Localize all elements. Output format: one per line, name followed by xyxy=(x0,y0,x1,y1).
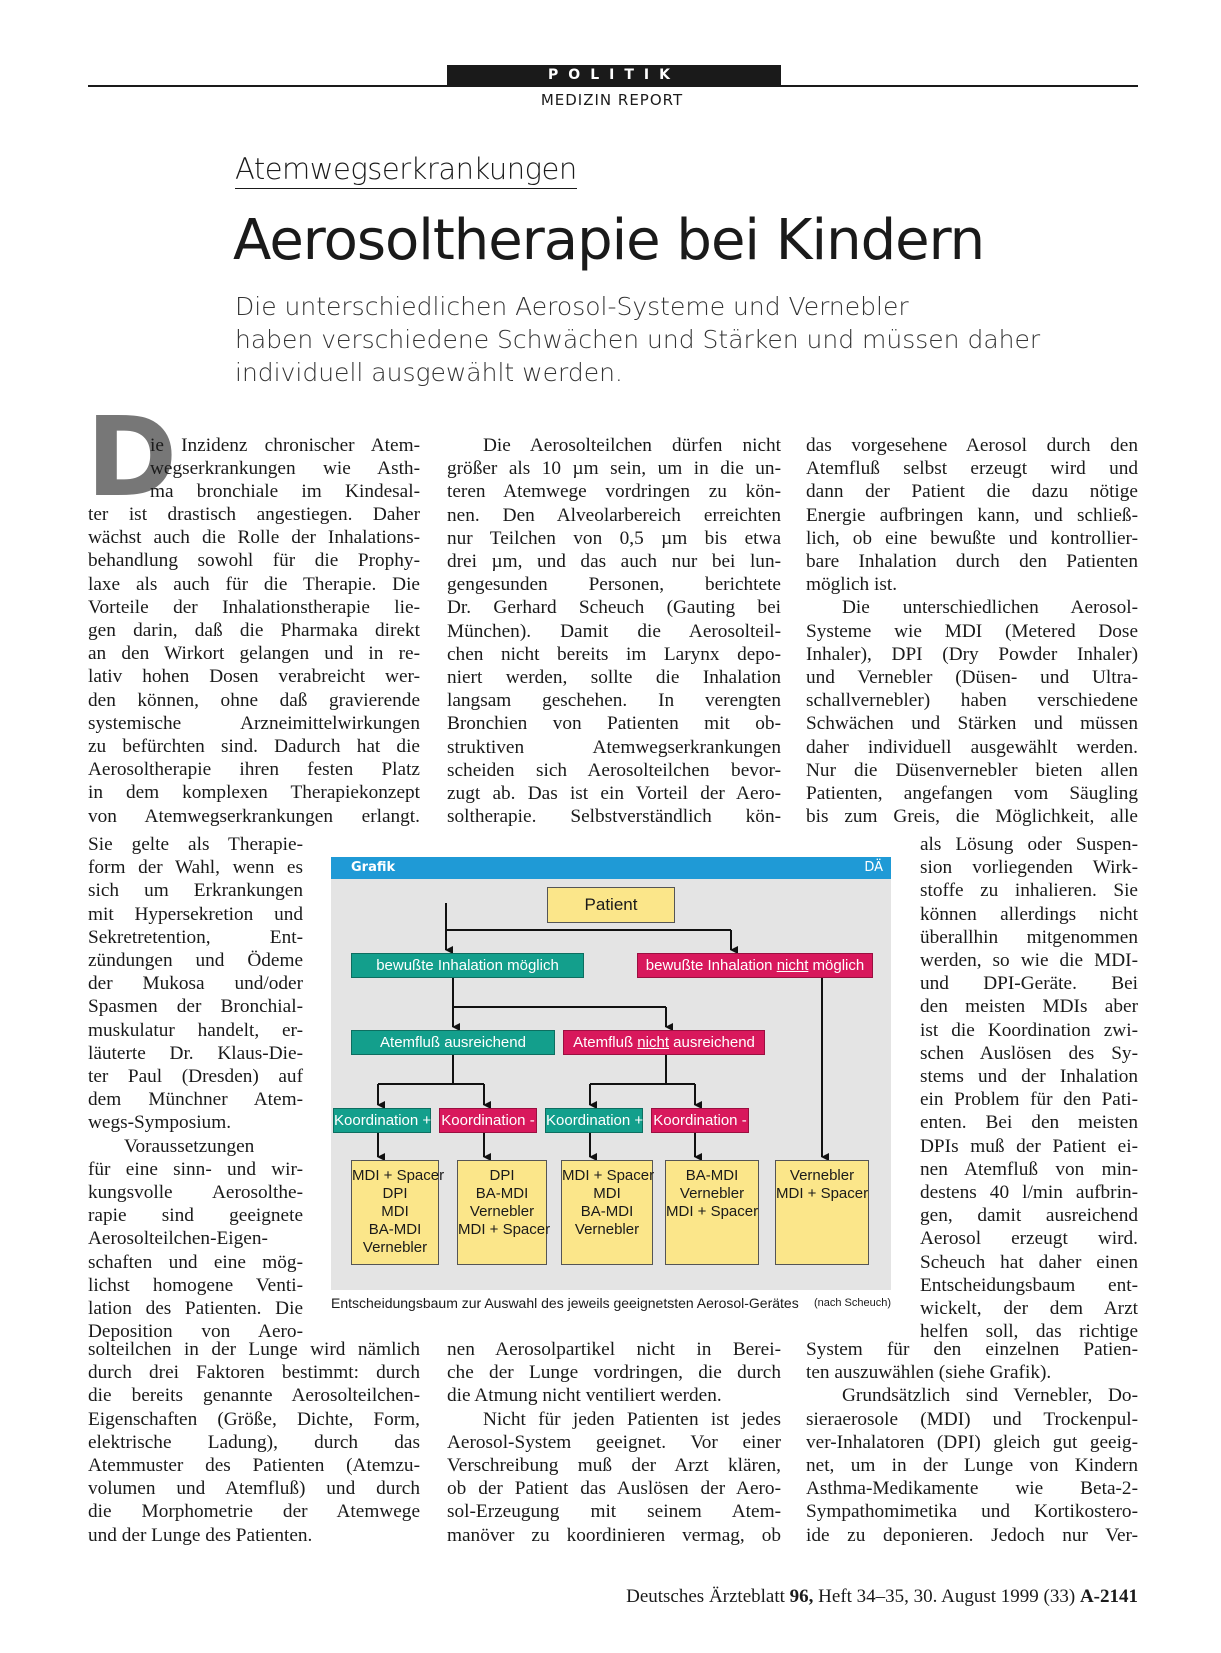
text-line: der Mukosa und/oder xyxy=(88,973,303,995)
text-line: werden, so wie die MDI- xyxy=(920,950,1138,972)
text-line: Grundsätzlich sind Vernebler, Do- xyxy=(842,1385,1138,1407)
text-line: schen Auslösen des Sy- xyxy=(920,1042,1138,1064)
kicker: Atemwegserkrankungen xyxy=(235,152,577,189)
text-line: drei µm, und das auch nur bei lun- xyxy=(447,551,781,573)
volume: 96, xyxy=(789,1586,814,1607)
device-label: Vernebler xyxy=(574,1221,640,1238)
text-line: Aerosol erzeugt wird. xyxy=(920,1228,1138,1250)
text-line: solteilchen in der Lunge wird nämlich xyxy=(88,1339,420,1360)
text-line: Entscheidungsbaum ent- xyxy=(920,1274,1138,1296)
text-line: wickelt, der dem Arzt xyxy=(920,1298,1138,1320)
text-line: stoffe zu inhalieren. Sie xyxy=(920,880,1138,902)
device-label: Vernebler xyxy=(679,1185,745,1202)
text-line: ist die Koordination zwi- xyxy=(920,1019,1138,1041)
journal-name: Deutsches Ärzteblatt xyxy=(626,1586,790,1607)
text-line: größer als 10 µm sein, um in die un- xyxy=(447,458,781,480)
text-line: Verschreibung muß der Arzt klären, xyxy=(447,1455,781,1477)
text-line: bare Inhalation durch den Patienten xyxy=(806,551,1138,573)
leaf-devices xyxy=(351,1160,445,1265)
device-label: MDI + Spacer xyxy=(666,1203,759,1220)
text-line: Deposition von Aero- xyxy=(88,1321,303,1343)
device-label: BA-MDI xyxy=(580,1203,634,1220)
text-line: Bronchien von Patienten mit ob- xyxy=(447,713,781,735)
text-line: zugt ab. Das ist ein Vorteil der Aero- xyxy=(447,783,781,805)
text-line: rapie sind geeignete xyxy=(88,1205,303,1227)
device-label: Vernebler xyxy=(789,1167,855,1184)
text-line: in dem komplexen Therapiekonzept xyxy=(88,782,420,804)
text-line: zu befürchten sind. Dadurch hat die xyxy=(88,736,420,758)
text-line: Nicht für jeden Patienten ist jedes xyxy=(483,1408,781,1430)
text-line: sol-Erzeugung mit seinem Atem- xyxy=(447,1501,781,1523)
node-text-underlined: nicht xyxy=(776,957,809,974)
device-label: MDI xyxy=(593,1185,621,1202)
text-line: Aerosolteilchen-Eigen- xyxy=(88,1228,268,1250)
node-coordination-minus: Koordination - xyxy=(439,1108,537,1133)
text-line: Energie aufbringen kann, und schließ- xyxy=(806,504,1138,526)
text-line: manöver zu koordinieren vermag, ob xyxy=(447,1524,781,1546)
text-line: lation des Patienten. Die xyxy=(88,1298,303,1320)
article-title: Aerosoltherapie bei Kindern xyxy=(233,208,985,273)
node-text: bewußte Inhalation xyxy=(645,957,777,974)
node-patient: Patient xyxy=(547,887,675,923)
node-conscious-inhalation-possible: bewußte Inhalation möglich xyxy=(351,953,584,978)
text-line: möglich ist. xyxy=(806,574,898,596)
text-line: können allerdings nicht xyxy=(920,903,1138,925)
text-line: struktiven Atemwegserkrankungen xyxy=(447,736,781,758)
text-line: an den Wirkort gelangen und in re- xyxy=(88,643,420,665)
text-line: systemische Arzneimittelwirkungen xyxy=(88,712,420,734)
text-line: Aerosol-System geeignet. Vor einer xyxy=(447,1431,781,1453)
text-line: sich um Erkrankungen xyxy=(88,880,303,902)
node-airflow-sufficient: Atemfluß ausreichend xyxy=(351,1030,555,1055)
lead-line: individuell ausgewählt werden. xyxy=(235,358,623,387)
issue-info: Heft 34–35, 30. August 1999 (33) xyxy=(813,1586,1080,1607)
text-line: wegs-Symposium. xyxy=(88,1112,232,1134)
device-label: DPI xyxy=(489,1167,515,1184)
text-line: Spasmen der Bronchial- xyxy=(88,996,303,1018)
text-line: helfen soll, das richtige xyxy=(920,1321,1138,1343)
text-line: volumen und Atemfluß) und durch xyxy=(88,1478,420,1500)
header-rule xyxy=(88,85,1138,87)
lead-line: Die unterschiedlichen Aerosol-Systeme und Vernebler xyxy=(235,292,909,321)
device-label: MDI + Spacer xyxy=(352,1167,445,1184)
decision-tree-graphic xyxy=(331,857,891,1290)
text-line: sion vorliegenden Wirk- xyxy=(920,857,1138,879)
caption-source: (nach Scheuch) xyxy=(813,1297,891,1309)
text-line: nen. Den Alveolarbereich erreichten xyxy=(447,504,781,526)
text-line: bis zum Greis, die Möglichkeit, alle xyxy=(806,806,1138,828)
page-footer xyxy=(626,1586,1138,1608)
node-text: Atemfluß xyxy=(573,1034,638,1051)
text-line: Inhaler), DPI (Dry Powder Inhaler) xyxy=(806,643,1138,665)
device-label: BA-MDI xyxy=(475,1185,529,1202)
text-line: System für den einzelnen Patien- xyxy=(806,1339,1138,1360)
text-line: die Morphometrie der Atemwege xyxy=(88,1501,420,1523)
text-line: von Atemwegserkrankungen erlangt. xyxy=(88,805,420,827)
text-line: Schwächen und Stärken und müssen xyxy=(806,713,1138,735)
text-line: Patienten, angefangen vom Säugling xyxy=(806,783,1138,805)
page-number: A-2141 xyxy=(1079,1586,1138,1607)
text-line: und DPI-Geräte. Bei xyxy=(920,973,1138,995)
text-line: und der Lunge des Patienten. xyxy=(88,1524,313,1546)
text-line: schallvernebler) haben verschiedene xyxy=(806,690,1138,712)
text-line: Eigenschaften (Größe, Dichte, Form, xyxy=(88,1408,420,1430)
text-line: ie Inzidenz chronischer Atem- xyxy=(150,435,420,456)
text-line: stems und der Inhalation xyxy=(920,1066,1138,1088)
text-line: Aerosoltherapie ihren festen Platz xyxy=(88,759,420,781)
lead-paragraph xyxy=(235,290,1055,389)
text-line: lativ hohen Dosen verabreicht wer- xyxy=(88,666,420,688)
text-line: Atemmuster des Patienten (Atemzu- xyxy=(88,1455,420,1477)
section-bar: POLITIK xyxy=(447,65,781,85)
text-line: Sie gelte als Therapie- xyxy=(88,834,303,855)
node-conscious-inhalation-not-possible xyxy=(637,953,873,978)
leaf-devices xyxy=(775,1160,869,1265)
device-label: DPI xyxy=(382,1185,408,1202)
text-line: ten auszuwählen (siehe Grafik). xyxy=(806,1362,1052,1384)
text-line: durch drei Faktoren bestimmt: durch xyxy=(88,1362,420,1384)
column-3-top xyxy=(806,434,1138,828)
device-label: MDI xyxy=(381,1203,409,1220)
node-coordination-plus: Koordination + xyxy=(333,1108,431,1133)
text-line: schaften und eine mög- xyxy=(88,1251,303,1273)
text-line: ma bronchiale im Kindesal- xyxy=(150,481,420,503)
leaf-devices xyxy=(665,1160,759,1265)
caption-text: Entscheidungsbaum zur Auswahl des jeweils geeignetsten Aerosol-Gerätes xyxy=(331,1295,799,1311)
text-line: chen nicht bereits im Larynx depo- xyxy=(447,643,781,665)
text-line: den können, ohne daß gravierende xyxy=(88,689,420,711)
node-coordination-minus: Koordination - xyxy=(651,1108,749,1133)
text-line: Die Aerosolteilchen dürfen nicht xyxy=(483,435,781,456)
text-line: nen Aerosolpartikel nicht in Berei- xyxy=(447,1339,781,1360)
column-1-body xyxy=(88,503,420,828)
lead-line: haben verschiedene Schwächen und Stärken und müssen daher xyxy=(235,325,1041,354)
text-line: ide zu deponieren. Jedoch nur Ver- xyxy=(806,1524,1138,1546)
graphic-label: Grafik xyxy=(351,860,396,875)
node-text: ausreichend xyxy=(668,1034,755,1051)
text-line: ter Paul (Dresden) auf xyxy=(88,1066,303,1088)
text-line: lich, ob eine bewußte und kontrollier- xyxy=(806,527,1138,549)
column-2-bottom xyxy=(447,1338,781,1547)
device-label: Vernebler xyxy=(469,1203,535,1220)
text-line: das vorgesehene Aerosol durch den xyxy=(806,435,1138,456)
text-line: Sekretretention, Ent- xyxy=(88,926,303,948)
text-line: form der Wahl, wenn es xyxy=(88,857,303,879)
text-line: niert werden, sollte die Inhalation xyxy=(447,667,781,689)
column-3-narrow xyxy=(920,833,1138,1343)
text-line: dann der Patient die dazu nötige xyxy=(806,481,1138,503)
device-label: Vernebler xyxy=(362,1239,428,1256)
text-line: die Atmung nicht ventiliert werden. xyxy=(447,1385,722,1407)
text-line: net, um in der Lunge von Kindern xyxy=(806,1455,1138,1477)
column-2-top xyxy=(447,434,781,828)
text-line: die bereits genannte Aerosolteilchen- xyxy=(88,1385,420,1407)
text-line: gen, damit ausreichend xyxy=(920,1205,1138,1227)
text-line: überallhin mitgenommen xyxy=(920,926,1138,948)
text-line: Vorteile der Inhalationstherapie lie- xyxy=(88,596,420,618)
text-line: scheiden sich Aerosolteilchen bevor- xyxy=(447,759,781,781)
leaf-devices xyxy=(561,1160,653,1265)
text-line: zündungen und Ödeme xyxy=(88,950,303,972)
drop-cap: D xyxy=(86,393,178,521)
text-line: laxe als auch für die Therapie. Die xyxy=(88,573,420,595)
text-line: muskulatur handelt, er- xyxy=(88,1019,303,1041)
text-line: Sympathomimetika und Kortikostero- xyxy=(806,1501,1138,1523)
text-line: Die unterschiedlichen Aerosol- xyxy=(842,597,1138,619)
column-1-intro xyxy=(150,434,420,504)
text-line: dem Münchner Atem- xyxy=(88,1089,303,1111)
text-line: Dr. Gerhard Scheuch (Gauting bei xyxy=(447,597,781,619)
node-text-underlined: nicht xyxy=(637,1034,669,1051)
text-line: nur Teilchen von 0,5 µm bis etwa xyxy=(447,527,781,549)
text-line: DPIs muß der Patient ei- xyxy=(920,1135,1138,1157)
device-label: BA-MDI xyxy=(368,1221,422,1238)
text-line: enten. Bei den meisten xyxy=(920,1112,1138,1134)
device-label: BA-MDI xyxy=(685,1167,739,1184)
text-line: wegserkrankungen wie Asth- xyxy=(150,458,420,480)
text-line: den meisten MDIs aber xyxy=(920,996,1138,1018)
text-line: ob der Patient das Auslösen der Aero- xyxy=(447,1478,781,1500)
text-line: für eine sinn- und wir- xyxy=(88,1158,303,1180)
text-line: destens 40 l/min aufbrin- xyxy=(920,1182,1138,1204)
graphic-source-mark: DÄ xyxy=(864,860,883,875)
text-line: sieraerosole (MDI) und Trockenpul- xyxy=(806,1408,1138,1430)
text-line: kungsvolle Aerosolthe- xyxy=(88,1182,303,1204)
text-line: Voraussetzungen xyxy=(124,1135,255,1157)
leaf-devices xyxy=(457,1160,551,1265)
node-text: möglich xyxy=(808,957,865,974)
text-line: teren Atemwege vordringen zu kön- xyxy=(447,481,781,503)
text-line: ein Problem für den Pati- xyxy=(920,1089,1138,1111)
column-1-bottom xyxy=(88,1338,420,1547)
text-line: wächst auch die Rolle der Inhalations- xyxy=(88,527,420,549)
text-line: lichst homogene Venti- xyxy=(88,1274,303,1296)
device-label: MDI + Spacer xyxy=(458,1221,551,1238)
node-coordination-plus: Koordination + xyxy=(545,1108,643,1133)
text-line: gengesunden Personen, berichtete xyxy=(447,574,781,596)
text-line: mit Hypersekretion und xyxy=(88,903,303,925)
text-line: elektrische Ladung), durch das xyxy=(88,1431,420,1453)
graphic-header xyxy=(331,857,891,879)
text-line: Atemfluß selbst erzeugt wird und xyxy=(806,458,1138,480)
column-3-bottom xyxy=(806,1338,1138,1547)
text-line: Asthma-Medikamente wie Beta-2- xyxy=(806,1478,1138,1500)
text-line: Systeme wie MDI (Metered Dose xyxy=(806,620,1138,642)
text-line: gen darin, daß die Pharmaka direkt xyxy=(88,620,420,642)
text-line: und Vernebler (Düsen- und Ultra- xyxy=(806,667,1138,689)
text-line: Nur die Düsenvernebler bieten allen xyxy=(806,759,1138,781)
text-line: als Lösung oder Suspen- xyxy=(920,834,1138,855)
text-line: daher individuell ausgewählt werden. xyxy=(806,736,1138,758)
text-line: behandlung sowohl für die Prophy- xyxy=(88,550,420,572)
column-1-narrow xyxy=(88,833,303,1343)
text-line: nen Atemfluß von min- xyxy=(920,1158,1138,1180)
text-line: München). Damit die Aerosolteil- xyxy=(447,620,781,642)
text-line: ter ist drastisch angestiegen. Daher xyxy=(88,504,420,525)
node-airflow-not-sufficient xyxy=(563,1030,765,1055)
text-line: soltherapie. Selbstverständlich kön- xyxy=(447,806,781,828)
device-label: MDI + Spacer xyxy=(776,1185,869,1202)
text-line: langsam geschehen. In verengten xyxy=(447,690,781,712)
text-line: ver-Inhalatoren (DPI) gleich gut geeig- xyxy=(806,1431,1138,1453)
text-line: läuterte Dr. Klaus-Die- xyxy=(88,1042,303,1064)
section-subtitle: MEDIZIN REPORT xyxy=(540,91,684,109)
text-line: che der Lunge vordringen, die durch xyxy=(447,1362,781,1384)
device-label: MDI + Spacer xyxy=(562,1167,655,1184)
text-line: Scheuch hat daher einen xyxy=(920,1251,1138,1273)
